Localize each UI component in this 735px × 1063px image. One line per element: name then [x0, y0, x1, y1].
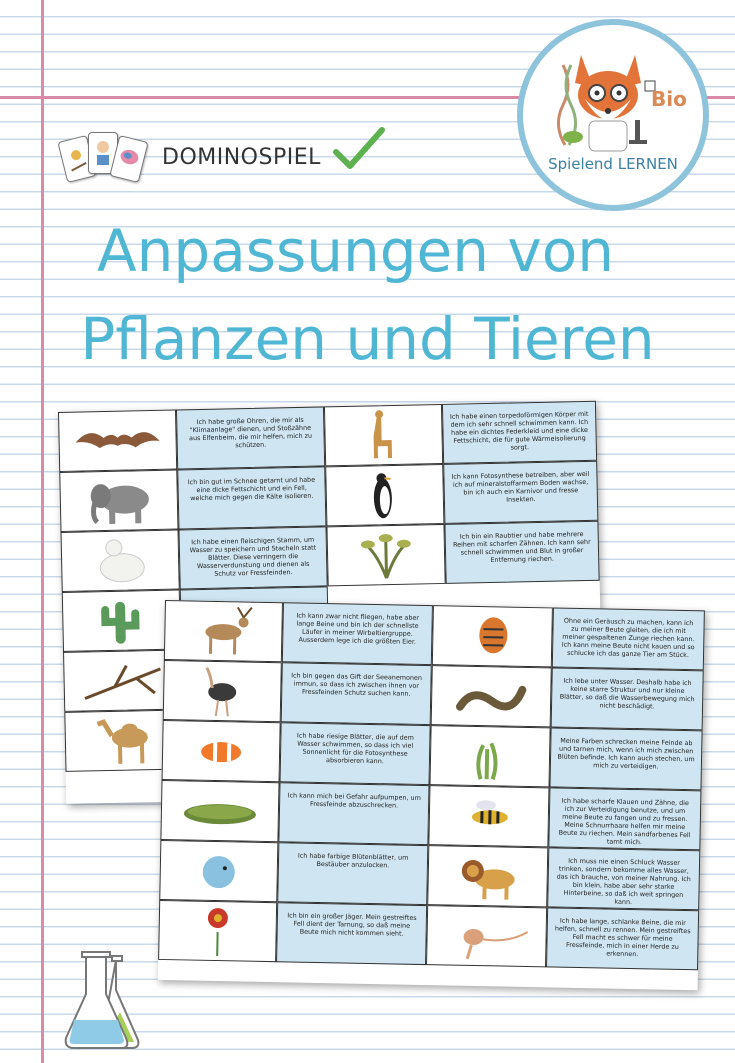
domino-text: Ich bin ein großer Jäger. Mein gestreiftes Fell dient der Tarnung, so daß meine Beute mich nicht kommen sieht. — [276, 902, 427, 965]
domino-text: Ich kann zwar nicht fliegen, habe aber lange Beine und bin ich der schnellste Läufer in meiner Wirbeltiergruppe. Ausserdem lege ich die größten Eier. — [282, 602, 433, 665]
domino-text: Ich habe scharfe Klauen und Zähne, die ich zur Verteidigung benutze, und um meine Beute zu fangen und zu fressen. Meine Schnurrhaare helfen mir meine Beute zu riechen. Mein sandfarbenes Fell tarnt mich. — [548, 787, 701, 850]
domino-row — [159, 840, 700, 910]
domino-text: Ich kann Fotosynthese betreiben, aber weil ich auf mineralstoffarmem Boden wachse, bin ich auch ein Karnivor und fresse Insekten. — [443, 461, 598, 524]
margin-line-vertical — [41, 0, 44, 1063]
domino-row — [158, 900, 699, 970]
domino-row — [61, 521, 600, 592]
logo-slogan: Spielend LERNEN — [548, 155, 678, 173]
domino-row — [164, 600, 705, 670]
domino-text: Ich habe große Ohren, die mir als "Klimaanlage" dienen, und Stoßzähne aus Elfenbeim, die mir helfen, mich zu schützen. — [176, 406, 325, 469]
tiger-icon — [432, 605, 553, 667]
domino-row — [59, 461, 598, 532]
lion-icon — [427, 845, 548, 907]
ostrich-icon — [163, 660, 282, 722]
logo — [517, 19, 709, 211]
domino-text: Ich habe einen fleischigen Stamm, um Wasser zu speichern und Stacheln statt Blätter. Diese verringern die Wasserverdunstung und dienen als Schutz vor Fressfeinden. — [178, 526, 327, 589]
cactus-icon — [62, 589, 181, 651]
page-title-line2: Pflanzen und Tieren — [80, 305, 655, 373]
giraffe-icon — [324, 404, 443, 466]
domino-text: Ich habe lange, schlanke Beine, die mir helfen, schnell zu rennen. Mein gestreiftes Fell macht es schwer für meine Fressfeinde, mich in einer Herde zu erkennen. — [546, 907, 699, 970]
checkmark-icon — [330, 124, 386, 174]
flower-icon — [158, 900, 277, 962]
domino-row — [160, 780, 701, 850]
game-type-label: DOMINOSPIEL — [162, 145, 321, 170]
clownfish-icon — [162, 720, 281, 782]
seaweed-icon — [429, 725, 550, 787]
lab-flasks-icon — [60, 950, 170, 1055]
fox-scientist-icon — [523, 25, 703, 205]
domino-text: Ich bin gut im Schnee getarnt und habe eine dicke Fettschicht und ein Fell, welche mich gegen die Kälte isolieren. — [177, 466, 326, 529]
domino-text: Meine Farben schrecken meine Feinde ab und tarnen mich, wenn ich mich zwischen Blüten befinde. Ich kann auch stechen, um mich zu verteidigen. — [549, 727, 702, 790]
domino-row — [162, 720, 703, 790]
deer-icon — [164, 600, 283, 662]
domino-text: Ich lebe unter Wasser. Deshalb habe ich keine starre Struktur und nur kleine Blätter, so daß die Wasserbewegung mich nicht beschädigt. — [551, 667, 704, 730]
water-lily-icon — [160, 780, 279, 842]
polar-bear-icon — [61, 530, 180, 592]
pufferfish-icon — [159, 840, 278, 902]
domino-text: Ich bin gegen das Gift der Seeanemonen immun, so dass ich zwischen ihnen vor Fressfeinden Schutz suchen kann. — [281, 662, 432, 725]
venus-flytrap-icon — [326, 524, 445, 586]
domino-text: Ohne ein Geräusch zu machen, kann ich zu meiner Beute gleiten, die ich mit meiner gespaltenen Zunge riechen kann. Ich kann meine Beute nicht kauen und so schlucke ich das ganze Tier am Stück. — [552, 607, 705, 670]
domino-text: Ich habe einen torpedoförmigen Körper mit dem ich sehr schnell schwimmen kann. Ich habe ein dichtes Federkleid und eine dicke Fettschicht, die für gute Wärmeisolierung sorgt. — [442, 401, 597, 464]
snake-icon — [431, 665, 552, 727]
wasp-icon — [428, 785, 549, 847]
cards-icon — [62, 130, 150, 186]
domino-text: Ich habe riesige Blätter, die auf dem Wasser schwimmen, so dass ich viel Sonnenlicht für die Fotosynthese absorbieren kann. — [280, 722, 431, 785]
domino-row — [163, 660, 704, 730]
domino-text: Ich habe farbige Blütenblätter, um Bestäuber anzulocken. — [277, 842, 428, 905]
page-title-line1: Anpassungen von — [96, 217, 614, 285]
domino-sheet-front — [158, 600, 705, 990]
jerboa-icon — [426, 905, 547, 967]
domino-text: Ich bin ein Raubtier und habe mehrere Reihen mit scharfen Zähnen. Ich kann sehr schnell schwimmen und Blut in großer Entfernung riechen. — [444, 521, 599, 584]
domino-text: Ich kann mich bei Gefahr aufpumpen, um Fressfeinde abzuschrecken. — [278, 782, 429, 845]
elephant-icon — [59, 470, 178, 532]
domino-text: Ich muss nie einen Schluck Wasser trinken, sondern bekomme alles Wasser, das ich brauche, von meiner Nahrung. Ich bin klein, habe aber sehr starke Hinterbeine, so daß ich weit springen kann. — [547, 847, 700, 910]
penguin-icon — [325, 464, 444, 526]
domino-row — [58, 401, 597, 472]
logo-subject: Bio — [651, 87, 687, 111]
bat-icon — [58, 410, 177, 472]
